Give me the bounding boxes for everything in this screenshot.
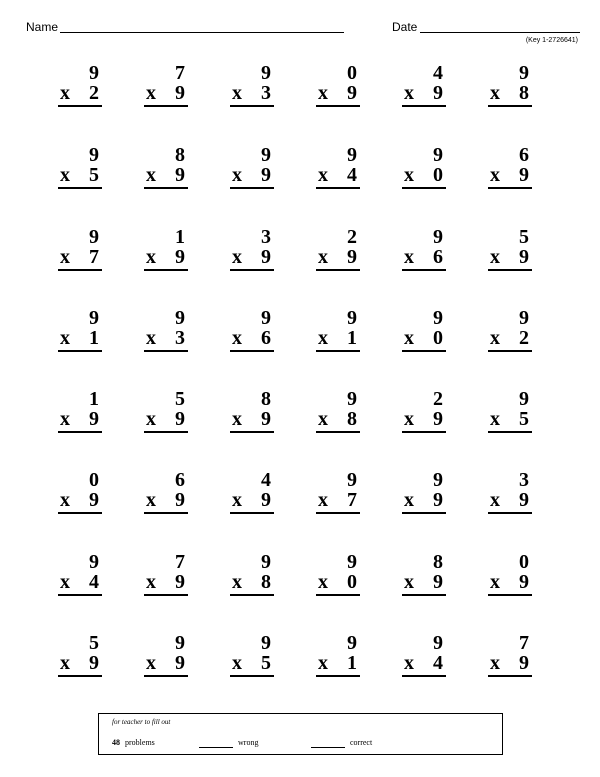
answer-line (144, 653, 188, 677)
answer-line (488, 653, 532, 677)
math-problem (230, 227, 274, 271)
top-number: 8 (433, 551, 443, 573)
answer-line (402, 572, 446, 596)
multiply-sign: x (404, 652, 414, 674)
multiply-sign: x (490, 652, 500, 674)
math-problem (316, 470, 360, 514)
multiply-sign: x (318, 489, 328, 511)
top-number: 9 (347, 388, 357, 410)
math-problem (488, 633, 532, 677)
bottom-number: 2 (519, 327, 529, 349)
teacher-score-box (98, 713, 503, 755)
answer-line (230, 653, 274, 677)
multiply-sign: x (146, 246, 156, 268)
wrong-label: wrong (238, 738, 259, 747)
answer-line (488, 572, 532, 596)
top-number: 7 (519, 632, 529, 654)
math-problem (144, 633, 188, 677)
multiply-sign: x (490, 82, 500, 104)
math-problem (58, 389, 102, 433)
bottom-number: 4 (347, 164, 357, 186)
answer-line (488, 328, 532, 352)
bottom-number: 9 (519, 246, 529, 268)
score-caption: for teacher to fill out (112, 718, 171, 726)
top-number: 5 (175, 388, 185, 410)
top-number: 9 (433, 632, 443, 654)
multiply-sign: x (60, 82, 70, 104)
top-number: 9 (89, 62, 99, 84)
top-number: 3 (261, 226, 271, 248)
answer-line (58, 572, 102, 596)
answer-key-id: (Key 1-2726641) (525, 37, 578, 44)
answer-line (488, 409, 532, 433)
math-problem (144, 145, 188, 189)
math-problem (230, 633, 274, 677)
multiply-sign: x (318, 571, 328, 593)
bottom-number: 9 (175, 164, 185, 186)
multiply-sign: x (146, 652, 156, 674)
bottom-number: 9 (175, 571, 185, 593)
top-number: 7 (175, 551, 185, 573)
answer-line (316, 165, 360, 189)
bottom-number: 5 (519, 408, 529, 430)
correct-blank[interactable] (311, 747, 345, 748)
top-number: 9 (175, 307, 185, 329)
math-problem (488, 227, 532, 271)
top-number: 2 (433, 388, 443, 410)
top-number: 9 (347, 551, 357, 573)
multiply-sign: x (490, 571, 500, 593)
math-problem (230, 145, 274, 189)
correct-label: correct (350, 738, 373, 747)
bottom-number: 3 (175, 327, 185, 349)
multiply-sign: x (232, 571, 242, 593)
bottom-number: 2 (89, 82, 99, 104)
multiply-sign: x (404, 82, 414, 104)
multiply-sign: x (146, 489, 156, 511)
multiply-sign: x (404, 246, 414, 268)
bottom-number: 8 (519, 82, 529, 104)
math-problem (402, 552, 446, 596)
math-problem (230, 63, 274, 107)
answer-line (402, 490, 446, 514)
multiply-sign: x (232, 82, 242, 104)
math-problem (402, 389, 446, 433)
top-number: 5 (519, 226, 529, 248)
bottom-number: 9 (519, 652, 529, 674)
bottom-number: 9 (519, 164, 529, 186)
multiply-sign: x (232, 408, 242, 430)
answer-line (316, 653, 360, 677)
answer-line (230, 572, 274, 596)
top-number: 9 (433, 144, 443, 166)
bottom-number: 9 (261, 164, 271, 186)
answer-line (58, 409, 102, 433)
answer-line (230, 409, 274, 433)
multiply-sign: x (232, 164, 242, 186)
answer-line (144, 83, 188, 107)
multiply-sign: x (60, 571, 70, 593)
bottom-number: 0 (433, 327, 443, 349)
math-problem (144, 227, 188, 271)
multiply-sign: x (232, 246, 242, 268)
math-problem (316, 552, 360, 596)
math-problem (316, 633, 360, 677)
top-number: 9 (519, 62, 529, 84)
bottom-number: 9 (347, 82, 357, 104)
math-problem (58, 552, 102, 596)
answer-line (58, 165, 102, 189)
multiply-sign: x (490, 327, 500, 349)
bottom-number: 3 (261, 82, 271, 104)
answer-line (316, 490, 360, 514)
top-number: 2 (347, 226, 357, 248)
multiply-sign: x (146, 408, 156, 430)
bottom-number: 7 (89, 246, 99, 268)
math-problem (488, 63, 532, 107)
multiply-sign: x (60, 652, 70, 674)
math-problem (402, 63, 446, 107)
math-problem (316, 389, 360, 433)
multiply-sign: x (404, 408, 414, 430)
math-problem (402, 308, 446, 352)
top-number: 0 (347, 62, 357, 84)
answer-line (58, 83, 102, 107)
bottom-number: 9 (519, 489, 529, 511)
math-problem (58, 227, 102, 271)
top-number: 9 (261, 551, 271, 573)
answer-line (58, 328, 102, 352)
top-number: 1 (89, 388, 99, 410)
bottom-number: 9 (433, 489, 443, 511)
bottom-number: 9 (175, 652, 185, 674)
multiply-sign: x (318, 164, 328, 186)
top-number: 9 (89, 226, 99, 248)
math-problem (58, 63, 102, 107)
answer-line (230, 247, 274, 271)
multiply-sign: x (146, 327, 156, 349)
answer-line (316, 328, 360, 352)
answer-line (230, 328, 274, 352)
math-problem (230, 552, 274, 596)
math-problem (402, 145, 446, 189)
answer-line (58, 490, 102, 514)
multiply-sign: x (318, 327, 328, 349)
top-number: 9 (519, 388, 529, 410)
top-number: 9 (347, 469, 357, 491)
answer-line (144, 247, 188, 271)
bottom-number: 9 (261, 246, 271, 268)
top-number: 9 (261, 632, 271, 654)
top-number: 9 (175, 632, 185, 654)
top-number: 0 (89, 469, 99, 491)
answer-line (144, 572, 188, 596)
bottom-number: 4 (433, 652, 443, 674)
bottom-number: 9 (89, 489, 99, 511)
answer-line (230, 83, 274, 107)
multiply-sign: x (404, 489, 414, 511)
wrong-blank[interactable] (199, 747, 233, 748)
problems-label: problems (125, 738, 155, 747)
name-label: Name (26, 20, 59, 34)
math-problem (230, 308, 274, 352)
answer-line (488, 165, 532, 189)
top-number: 4 (433, 62, 443, 84)
top-number: 4 (261, 469, 271, 491)
answer-line (488, 83, 532, 107)
bottom-number: 7 (347, 489, 357, 511)
answer-line (402, 247, 446, 271)
answer-line (316, 409, 360, 433)
answer-line (144, 165, 188, 189)
multiply-sign: x (318, 652, 328, 674)
top-number: 9 (89, 307, 99, 329)
multiply-sign: x (232, 489, 242, 511)
top-number: 9 (433, 307, 443, 329)
multiply-sign: x (404, 571, 414, 593)
multiply-sign: x (318, 82, 328, 104)
math-problem (144, 308, 188, 352)
bottom-number: 1 (347, 652, 357, 674)
math-problem (58, 145, 102, 189)
bottom-number: 5 (261, 652, 271, 674)
multiply-sign: x (318, 246, 328, 268)
top-number: 7 (175, 62, 185, 84)
top-number: 9 (433, 226, 443, 248)
bottom-number: 9 (261, 489, 271, 511)
problem-count: 48 (112, 738, 120, 747)
math-problem (144, 389, 188, 433)
top-number: 0 (519, 551, 529, 573)
bottom-number: 9 (347, 246, 357, 268)
multiply-sign: x (490, 164, 500, 186)
bottom-number: 6 (433, 246, 443, 268)
multiply-sign: x (490, 489, 500, 511)
math-problem (488, 389, 532, 433)
multiply-sign: x (146, 82, 156, 104)
top-number: 9 (261, 307, 271, 329)
top-number: 9 (89, 144, 99, 166)
math-problem (316, 227, 360, 271)
multiply-sign: x (490, 408, 500, 430)
answer-line (402, 328, 446, 352)
top-number: 6 (175, 469, 185, 491)
bottom-number: 9 (519, 571, 529, 593)
answer-line (230, 165, 274, 189)
math-problem (402, 470, 446, 514)
multiply-sign: x (318, 408, 328, 430)
multiply-sign: x (146, 164, 156, 186)
multiply-sign: x (404, 164, 414, 186)
answer-line (402, 409, 446, 433)
answer-line (316, 83, 360, 107)
answer-line (488, 490, 532, 514)
multiply-sign: x (60, 408, 70, 430)
bottom-number: 0 (347, 571, 357, 593)
answer-line (230, 490, 274, 514)
top-number: 8 (261, 388, 271, 410)
math-problem (488, 308, 532, 352)
date-label: Date (392, 20, 418, 34)
bottom-number: 9 (433, 82, 443, 104)
top-number: 9 (347, 632, 357, 654)
bottom-number: 9 (89, 408, 99, 430)
top-number: 9 (347, 307, 357, 329)
answer-line (144, 490, 188, 514)
bottom-number: 1 (347, 327, 357, 349)
bottom-number: 4 (89, 571, 99, 593)
bottom-number: 0 (433, 164, 443, 186)
math-problem (230, 389, 274, 433)
answer-line (316, 247, 360, 271)
top-number: 5 (89, 632, 99, 654)
answer-line (144, 409, 188, 433)
math-problem (316, 145, 360, 189)
top-number: 9 (261, 144, 271, 166)
math-problem (316, 308, 360, 352)
multiply-sign: x (490, 246, 500, 268)
math-problem (144, 470, 188, 514)
answer-line (402, 653, 446, 677)
top-number: 8 (175, 144, 185, 166)
math-problem (144, 63, 188, 107)
math-problem (230, 470, 274, 514)
math-problem (58, 633, 102, 677)
multiply-sign: x (60, 164, 70, 186)
top-number: 1 (175, 226, 185, 248)
bottom-number: 1 (89, 327, 99, 349)
bottom-number: 9 (175, 82, 185, 104)
multiply-sign: x (404, 327, 414, 349)
bottom-number: 9 (175, 246, 185, 268)
math-problem (488, 552, 532, 596)
answer-line (58, 653, 102, 677)
multiply-sign: x (60, 489, 70, 511)
math-problem (488, 145, 532, 189)
bottom-number: 9 (89, 652, 99, 674)
multiply-sign: x (60, 327, 70, 349)
multiply-sign: x (232, 327, 242, 349)
answer-line (316, 572, 360, 596)
answer-line (402, 83, 446, 107)
multiply-sign: x (146, 571, 156, 593)
bottom-number: 5 (89, 164, 99, 186)
bottom-number: 9 (261, 408, 271, 430)
top-number: 6 (519, 144, 529, 166)
math-problem (144, 552, 188, 596)
math-problem (58, 470, 102, 514)
math-problem (316, 63, 360, 107)
bottom-number: 9 (433, 571, 443, 593)
math-problem (402, 227, 446, 271)
answer-line (58, 247, 102, 271)
math-problem (402, 633, 446, 677)
bottom-number: 8 (347, 408, 357, 430)
top-number: 9 (519, 307, 529, 329)
answer-line (402, 165, 446, 189)
answer-line (488, 247, 532, 271)
top-number: 9 (89, 551, 99, 573)
multiply-sign: x (60, 246, 70, 268)
bottom-number: 9 (433, 408, 443, 430)
math-problem (488, 470, 532, 514)
bottom-number: 9 (175, 408, 185, 430)
top-number: 9 (433, 469, 443, 491)
top-number: 3 (519, 469, 529, 491)
answer-line (144, 328, 188, 352)
bottom-number: 8 (261, 571, 271, 593)
math-problem (58, 308, 102, 352)
top-number: 9 (347, 144, 357, 166)
top-number: 9 (261, 62, 271, 84)
bottom-number: 6 (261, 327, 271, 349)
bottom-number: 9 (175, 489, 185, 511)
multiply-sign: x (232, 652, 242, 674)
